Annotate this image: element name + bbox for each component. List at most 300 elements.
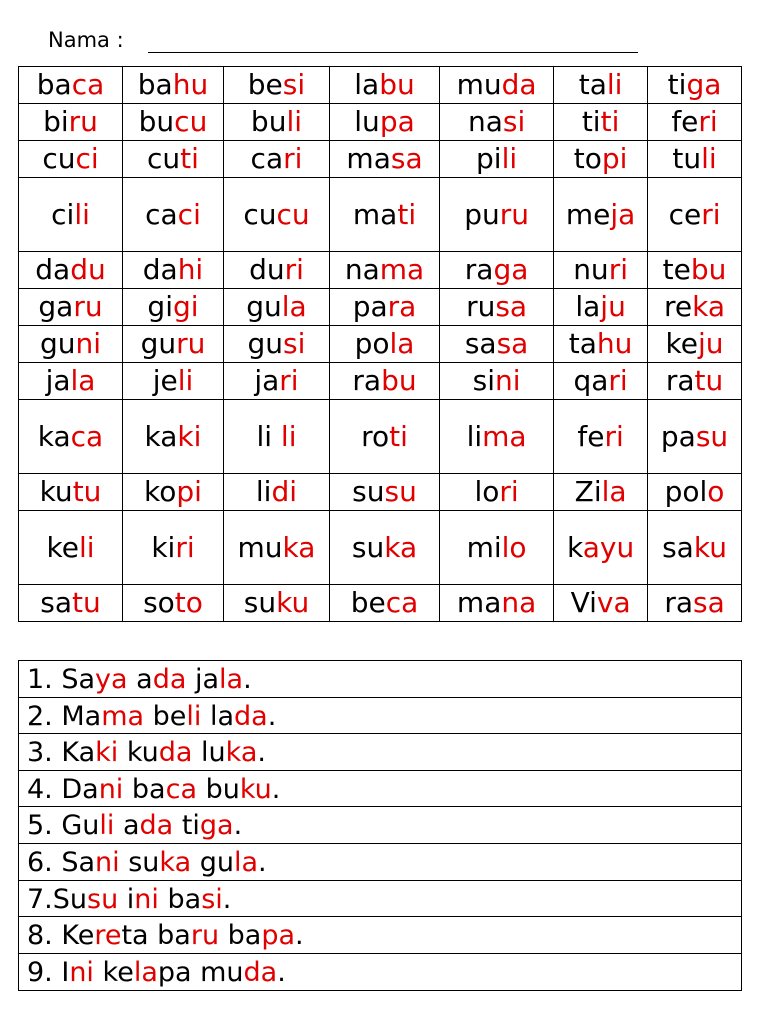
syllable-plain: pol <box>664 475 708 508</box>
syllable-highlight: ri <box>175 530 195 564</box>
sentence-text: ku <box>118 737 159 769</box>
syllable-highlight: ru <box>176 327 206 360</box>
word-cell <box>223 400 329 474</box>
word-cell <box>223 289 329 326</box>
word-cell <box>329 511 439 585</box>
sentence-line <box>19 698 741 735</box>
syllable-plain: ci <box>51 197 75 231</box>
syllable-highlight: cu <box>276 197 310 231</box>
syllable-plain: nu <box>573 253 609 286</box>
word-cell <box>440 511 554 585</box>
syllable-plain: na <box>344 253 380 286</box>
syllable-highlight: gi <box>172 290 199 323</box>
syllable-highlight: ru <box>190 920 220 952</box>
syllable-highlight: la <box>601 475 627 508</box>
syllable-highlight: ka <box>159 846 192 878</box>
sentence-text: 9. I <box>27 956 70 988</box>
word-cell <box>648 363 742 400</box>
syllable-plain: bu <box>138 105 175 138</box>
syllable-plain: ka <box>37 419 71 453</box>
syllable-highlight: su <box>87 883 119 915</box>
syllable-plain: sa <box>662 530 694 564</box>
syllable-highlight: ga <box>199 810 234 842</box>
word-cell <box>554 104 648 141</box>
syllable-highlight: ci <box>177 197 201 231</box>
syllable-plain: na <box>467 105 503 138</box>
syllable-plain: be <box>247 68 283 101</box>
syllable-highlight: ri <box>701 197 721 231</box>
sentence-text: be <box>144 700 187 732</box>
word-cell <box>554 178 648 252</box>
word-cell <box>648 585 742 622</box>
syllable-highlight: ti <box>397 197 417 231</box>
word-cell <box>329 141 439 178</box>
word-cell <box>440 326 554 363</box>
word-cell <box>329 104 439 141</box>
sentence-text: lu <box>192 737 226 769</box>
syllable-plain: tu <box>672 142 702 175</box>
syllable-highlight: la <box>281 290 307 323</box>
syllable-plain: Vi <box>570 586 597 619</box>
syllable-highlight: ka <box>282 530 316 564</box>
table-row <box>19 141 742 178</box>
syllable-highlight: ki <box>95 737 119 769</box>
syllable-highlight: la <box>133 956 158 988</box>
syllable-highlight: bu <box>379 68 415 101</box>
sentence-text: ti <box>173 810 200 842</box>
sentence-text: 1. Sa <box>27 664 96 695</box>
sentence-line <box>19 844 741 881</box>
sentence-text: a <box>127 664 153 695</box>
table-row <box>19 474 742 511</box>
table-row <box>19 178 742 252</box>
syllable-highlight: ka <box>692 290 726 323</box>
word-cell <box>19 67 123 104</box>
syllable-highlight: li <box>78 530 95 564</box>
word-cell <box>329 400 439 474</box>
sentence-text: ja <box>186 664 220 695</box>
sentence-text: . <box>271 773 281 805</box>
word-cell <box>554 326 648 363</box>
word-cell <box>19 326 123 363</box>
syllable-plain: te <box>662 253 691 286</box>
syllable-highlight: ni <box>98 773 124 805</box>
table-row <box>19 363 742 400</box>
syllable-highlight: da <box>501 68 537 101</box>
syllable-highlight: ka <box>384 530 418 564</box>
word-cell <box>440 178 554 252</box>
sentence-text: i <box>118 883 135 915</box>
syllable-plain: ti <box>581 105 601 138</box>
syllable-plain: ma <box>456 586 502 619</box>
syllable-highlight: bu <box>381 364 417 397</box>
syllable-plain: me <box>565 197 611 231</box>
table-row <box>19 585 742 622</box>
syllable-plain: su <box>351 530 385 564</box>
syllable-plain: la <box>575 290 601 323</box>
syllable-highlight: ma <box>482 419 527 453</box>
syllable-highlight: da <box>243 956 278 988</box>
syllable-plain: ma <box>352 197 398 231</box>
syllable-plain: Zi <box>574 475 602 508</box>
syllable-highlight: ni <box>495 364 521 397</box>
syllable-highlight: pa <box>261 920 296 952</box>
word-cell <box>440 141 554 178</box>
syllable-plain: re <box>664 290 693 323</box>
syllable-highlight: ku <box>693 530 727 564</box>
syllable-plain: ga <box>38 290 74 323</box>
table-row <box>19 326 742 363</box>
syllable-plain: ki <box>151 530 176 564</box>
syllable-plain: da <box>142 253 178 286</box>
word-cell <box>440 104 554 141</box>
sentence-line <box>19 807 741 844</box>
syllable-highlight: da <box>152 664 187 695</box>
word-cell <box>223 474 329 511</box>
word-cell <box>123 585 224 622</box>
syllable-plain: ja <box>254 364 280 397</box>
word-cell <box>223 511 329 585</box>
sentence-text: ba <box>158 883 202 915</box>
syllable-highlight: la <box>70 364 96 397</box>
word-cell <box>554 67 648 104</box>
word-cell <box>19 474 123 511</box>
syllable-plain: fe <box>577 419 605 453</box>
syllable-plain: ru <box>466 290 496 323</box>
word-cell <box>648 474 742 511</box>
word-cell <box>19 400 123 474</box>
syllable-highlight: da <box>139 810 174 842</box>
syllable-highlight: ru <box>68 105 98 138</box>
word-cell <box>329 474 439 511</box>
table-row <box>19 289 742 326</box>
word-cell <box>19 511 123 585</box>
syllable-plain: je <box>152 364 178 397</box>
sentence-text: 5. Gu <box>27 810 100 842</box>
syllable-highlight: re <box>94 920 122 952</box>
syllable-plain: po <box>354 327 390 360</box>
syllable-plain: li <box>256 419 281 453</box>
word-cell <box>123 252 224 289</box>
word-cell <box>329 252 439 289</box>
syllable-plain: sa <box>40 586 72 619</box>
word-cell <box>329 67 439 104</box>
syllable-plain: mu <box>237 530 283 564</box>
sentence-text: . <box>243 664 252 695</box>
syllable-highlight: hu <box>596 327 633 360</box>
syllable-highlight: sa <box>692 586 725 619</box>
syllable-plain: gu <box>247 327 284 360</box>
syllable-highlight: ju <box>600 290 626 323</box>
syllable-plain: ra <box>664 586 693 619</box>
syllable-highlight: ri <box>499 475 519 508</box>
name-blank-line[interactable] <box>148 52 638 53</box>
syllable-highlight: ri <box>283 142 303 175</box>
sentence-text: . <box>233 810 243 842</box>
syllable-plain: so <box>143 586 175 619</box>
syllable-plain: mu <box>456 68 502 101</box>
syllable-highlight: hu <box>172 68 209 101</box>
syllable-plain: ti <box>667 68 687 101</box>
syllable-highlight: hi <box>177 253 204 286</box>
syllable-plain: la <box>354 68 380 101</box>
word-cell <box>223 178 329 252</box>
syllable-highlight: la <box>389 327 415 360</box>
syllable-plain: lu <box>354 105 380 138</box>
syllable-highlight: li <box>99 810 115 842</box>
syllable-plain: ro <box>361 419 390 453</box>
syllable-plain: to <box>573 142 602 175</box>
syllable-highlight: tu <box>72 586 101 619</box>
syllable-highlight: si <box>282 68 306 101</box>
word-cell <box>19 585 123 622</box>
word-cell <box>123 178 224 252</box>
word-cell <box>648 141 742 178</box>
syllable-highlight: ri <box>608 364 628 397</box>
word-cell <box>554 585 648 622</box>
syllable-plain: pa <box>660 419 696 453</box>
syllable-highlight: da <box>158 737 193 769</box>
word-cell <box>19 252 123 289</box>
syllable-word-table <box>18 66 742 622</box>
word-cell <box>123 511 224 585</box>
syllable-plain: ra <box>352 364 382 397</box>
syllable-plain: pu <box>464 197 500 231</box>
syllable-plain: ke <box>665 327 698 360</box>
word-cell <box>440 252 554 289</box>
syllable-highlight: ti <box>600 105 620 138</box>
sentence-text: . <box>295 920 304 952</box>
sentence-text: . <box>257 737 266 769</box>
syllable-highlight: ru <box>73 290 103 323</box>
sentence-text: 2. Ma <box>27 700 102 732</box>
word-cell <box>223 104 329 141</box>
syllable-highlight: ri <box>608 253 628 286</box>
syllable-plain: bu <box>250 105 287 138</box>
syllable-highlight: di <box>271 475 298 508</box>
syllable-plain: gi <box>147 290 173 323</box>
word-cell <box>440 474 554 511</box>
syllable-highlight: pa <box>379 105 415 138</box>
sentence-text: ba <box>219 920 262 952</box>
syllable-highlight: na <box>501 586 537 619</box>
syllable-plain: be <box>350 586 386 619</box>
syllable-highlight: ri <box>279 364 299 397</box>
syllable-plain: ta <box>578 68 607 101</box>
word-cell <box>440 363 554 400</box>
syllable-plain: cu <box>243 197 277 231</box>
syllable-highlight: ni <box>69 956 94 988</box>
word-cell <box>19 289 123 326</box>
sentence-line <box>19 771 741 808</box>
word-cell <box>440 67 554 104</box>
syllable-highlight: ca <box>165 773 197 805</box>
syllable-highlight: ru <box>499 197 529 231</box>
syllable-plain: ba <box>36 68 72 101</box>
word-cell <box>648 400 742 474</box>
syllable-plain: mi <box>466 530 502 564</box>
word-cell <box>648 252 742 289</box>
syllable-plain: cu <box>147 142 181 175</box>
word-cell <box>19 104 123 141</box>
syllable-highlight: li <box>286 105 303 138</box>
syllable-highlight: ca <box>71 68 105 101</box>
syllable-plain: ca <box>250 142 284 175</box>
syllable-highlight: ca <box>385 586 419 619</box>
word-cell <box>329 178 439 252</box>
syllable-highlight: si <box>201 883 223 915</box>
word-cell <box>123 326 224 363</box>
word-cell <box>223 141 329 178</box>
syllable-highlight: va <box>596 586 631 619</box>
word-cell <box>329 585 439 622</box>
syllable-highlight: to <box>174 586 203 619</box>
syllable-plain: gu <box>140 327 177 360</box>
word-cell <box>329 289 439 326</box>
sentence-text: 7.Su <box>27 883 88 915</box>
syllable-highlight: su <box>695 419 729 453</box>
syllable-highlight: ya <box>95 664 128 695</box>
syllable-highlight: ju <box>697 327 724 360</box>
syllable-highlight: ci <box>75 142 99 175</box>
word-cell <box>554 363 648 400</box>
sentence-text: . <box>277 956 286 988</box>
table-row <box>19 400 742 474</box>
syllable-highlight: lo <box>501 530 527 564</box>
word-cell <box>123 289 224 326</box>
sentence-text: . <box>267 700 277 732</box>
syllable-plain: pa <box>352 290 388 323</box>
word-cell <box>440 585 554 622</box>
syllable-highlight: ku <box>239 773 272 805</box>
syllable-plain: sa <box>464 327 497 360</box>
word-cell <box>223 252 329 289</box>
word-cell <box>554 252 648 289</box>
syllable-plain: ra <box>665 364 695 397</box>
word-cell <box>648 511 742 585</box>
word-cell <box>440 400 554 474</box>
sentence-text: bu <box>196 773 240 805</box>
sentence-text: ke <box>93 956 134 988</box>
syllable-highlight: li <box>280 419 297 453</box>
word-cell <box>329 363 439 400</box>
word-cell <box>554 289 648 326</box>
table-row <box>19 511 742 585</box>
syllable-highlight: ti <box>180 142 199 175</box>
syllable-highlight: ri <box>698 105 718 138</box>
syllable-plain: ke <box>46 530 79 564</box>
syllable-plain: su <box>352 475 385 508</box>
syllable-highlight: ma <box>379 253 425 286</box>
word-cell <box>648 104 742 141</box>
word-cell <box>329 326 439 363</box>
syllable-highlight: o <box>707 475 725 508</box>
syllable-highlight: du <box>70 253 106 286</box>
sentence-text: . <box>258 846 267 878</box>
syllable-plain: ta <box>568 327 597 360</box>
syllable-highlight: li <box>701 142 717 175</box>
syllable-highlight: ra <box>387 290 417 323</box>
syllable-plain: si <box>472 364 496 397</box>
sentence-line <box>19 917 741 954</box>
syllable-plain: ra <box>464 253 494 286</box>
sentence-text: 3. Ka <box>27 737 96 769</box>
sentence-text: ta ba <box>121 920 191 952</box>
syllable-highlight: ka <box>225 737 258 769</box>
word-cell <box>223 585 329 622</box>
syllable-highlight: ki <box>177 419 202 453</box>
sentence-text: pa mu <box>157 956 244 988</box>
syllable-plain: da <box>35 253 71 286</box>
word-cell <box>123 67 224 104</box>
syllable-highlight: sa <box>495 290 528 323</box>
syllable-plain: ba <box>137 68 173 101</box>
word-cell <box>123 363 224 400</box>
syllable-plain: gu <box>246 290 282 323</box>
word-cell <box>554 511 648 585</box>
syllable-highlight: pi <box>176 475 202 508</box>
syllable-highlight: ja <box>610 197 636 231</box>
syllable-highlight: pi <box>601 142 628 175</box>
syllable-plain: ko <box>144 475 177 508</box>
word-cell <box>648 178 742 252</box>
syllable-plain: li <box>255 475 272 508</box>
word-cell <box>223 67 329 104</box>
sentence-text: 8. Ke <box>27 920 95 952</box>
word-cell <box>648 326 742 363</box>
syllable-highlight: si <box>502 105 526 138</box>
syllable-plain: du <box>249 253 285 286</box>
syllable-plain: su <box>243 586 277 619</box>
sentence-line <box>19 954 741 991</box>
word-cell <box>223 326 329 363</box>
syllable-plain: pi <box>476 142 502 175</box>
syllable-highlight: li <box>606 68 623 101</box>
syllable-plain: lo <box>474 475 500 508</box>
syllable-highlight: la <box>233 846 259 878</box>
syllable-highlight: ca <box>70 419 104 453</box>
word-cell <box>123 141 224 178</box>
sentence-text: gu <box>191 846 234 878</box>
word-cell <box>554 400 648 474</box>
sentence-text: 4. Da <box>27 773 99 805</box>
syllable-highlight: li <box>501 142 518 175</box>
word-cell <box>223 363 329 400</box>
syllable-highlight: si <box>283 327 306 360</box>
word-cell <box>123 474 224 511</box>
syllable-highlight: ga <box>686 68 722 101</box>
syllable-highlight: sa <box>390 142 423 175</box>
word-cell <box>19 363 123 400</box>
table-row <box>19 67 742 104</box>
syllable-plain: ce <box>668 197 702 231</box>
syllable-plain: ka <box>144 419 178 453</box>
syllable-highlight: ni <box>75 327 102 360</box>
syllable-highlight: su <box>384 475 417 508</box>
table-row <box>19 252 742 289</box>
syllable-plain: li <box>466 419 483 453</box>
syllable-plain: cu <box>42 142 76 175</box>
syllable-highlight: ti <box>389 419 408 453</box>
syllable-highlight: li <box>177 364 194 397</box>
syllable-highlight: la <box>219 664 244 695</box>
table-row <box>19 104 742 141</box>
syllable-plain: ja <box>45 364 71 397</box>
syllable-plain: ku <box>39 475 73 508</box>
sentence-line <box>19 661 741 698</box>
syllable-plain: ca <box>145 197 178 231</box>
syllable-plain: qa <box>573 364 609 397</box>
